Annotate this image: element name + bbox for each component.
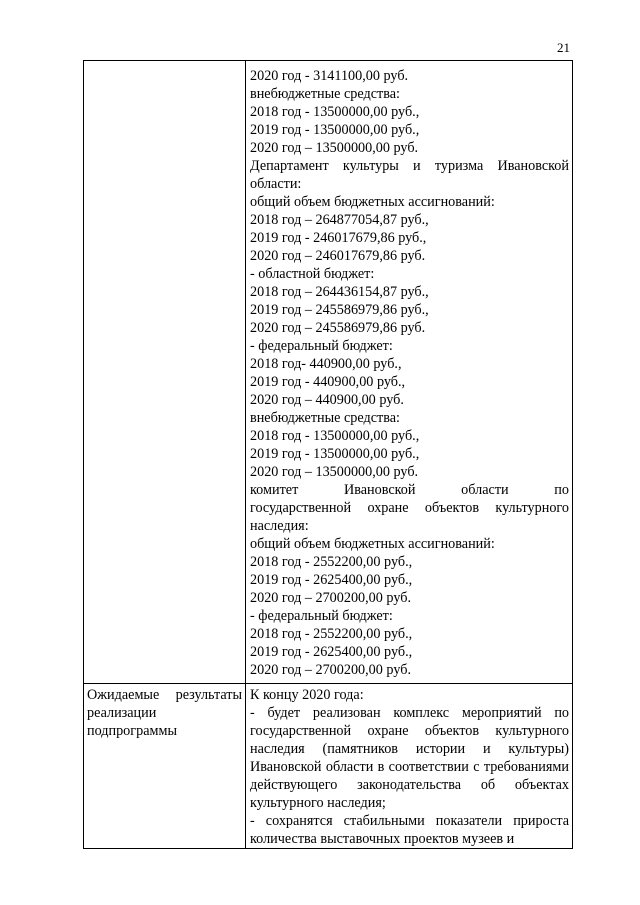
funding-line: 2020 год – 246017679,86 руб. — [250, 248, 426, 264]
page-number: 21 — [557, 40, 570, 55]
funding-line: 2019 год - 440900,00 руб., — [250, 374, 406, 390]
funding-line: 2018 год- 440900,00 руб., — [250, 356, 402, 372]
funding-line: 2020 год – 245586979,86 руб. — [250, 320, 426, 336]
funding-line: 2018 год - 2552200,00 руб., — [250, 554, 413, 570]
funding-line: - федеральный бюджет: — [250, 338, 393, 354]
funding-line: Департамент культуры и туризма Ивановской — [250, 158, 569, 174]
funding-line: 2019 год - 2625400,00 руб., — [250, 572, 413, 588]
funding-line: 2018 год - 2552200,00 руб., — [250, 626, 413, 642]
funding-line: - областной бюджет: — [250, 266, 375, 282]
funding-line: области: — [250, 176, 302, 192]
funding-line: 2020 год – 2700200,00 руб. — [250, 662, 411, 678]
funding-line: общий объем бюджетных ассигнований: — [250, 536, 495, 552]
funding-line: комитет Ивановской области по — [250, 482, 569, 498]
funding-line: - федеральный бюджет: — [250, 608, 393, 624]
funding-line: 2020 год – 440900,00 руб. — [250, 392, 404, 408]
funding-line: 2019 год - 246017679,86 руб., — [250, 230, 427, 246]
results-content — [246, 684, 572, 848]
results-label: Ожидаемые результаты реализации подпрограммы — [87, 687, 242, 739]
funding-line: 2020 год – 2700200,00 руб. — [250, 590, 411, 606]
funding-line: внебюджетные средства: — [250, 410, 400, 426]
results-item-2: - сохранятся стабильными показатели прироста количества выставочных проектов музеев и — [250, 813, 569, 847]
funding-line: 2019 год - 13500000,00 руб., — [250, 122, 420, 138]
funding-line: 2020 год – 13500000,00 руб. — [250, 140, 419, 156]
results-values-cell — [246, 684, 573, 849]
results-row — [84, 684, 573, 849]
funding-line: 2019 год - 13500000,00 руб., — [250, 446, 420, 462]
funding-line: 2018 год - 13500000,00 руб., — [250, 104, 420, 120]
funding-row — [84, 61, 573, 684]
funding-line: 2020 год – 13500000,00 руб. — [250, 464, 419, 480]
funding-line: внебюджетные средства: — [250, 86, 400, 102]
funding-line: 2019 год - 2625400,00 руб., — [250, 644, 413, 660]
funding-values-cell — [246, 61, 573, 684]
subprogram-table — [83, 60, 573, 849]
funding-line: 2019 год – 245586979,86 руб., — [250, 302, 429, 318]
results-item-1: - будет реализован комплекс мероприятий по государственной охране объектов культурного наследия (памятников истории и культуры) Ивановской области в соответствии с требованиями действующего законодательства об объектах культурного наследия; — [250, 705, 569, 811]
funding-line: 2018 год – 264877054,87 руб., — [250, 212, 429, 228]
funding-lines — [246, 61, 572, 683]
funding-line: 2020 год - 3141100,00 руб. — [250, 68, 409, 84]
results-intro: К концу 2020 года: — [250, 687, 364, 703]
funding-line: государственной охране объектов культурного — [250, 500, 569, 516]
funding-line: 2018 год - 13500000,00 руб., — [250, 428, 420, 444]
funding-line: наследия: — [250, 518, 309, 534]
funding-label-cell — [84, 61, 246, 684]
results-label-cell — [84, 684, 246, 849]
funding-line: общий объем бюджетных ассигнований: — [250, 194, 495, 210]
funding-line: 2018 год – 264436154,87 руб., — [250, 284, 429, 300]
